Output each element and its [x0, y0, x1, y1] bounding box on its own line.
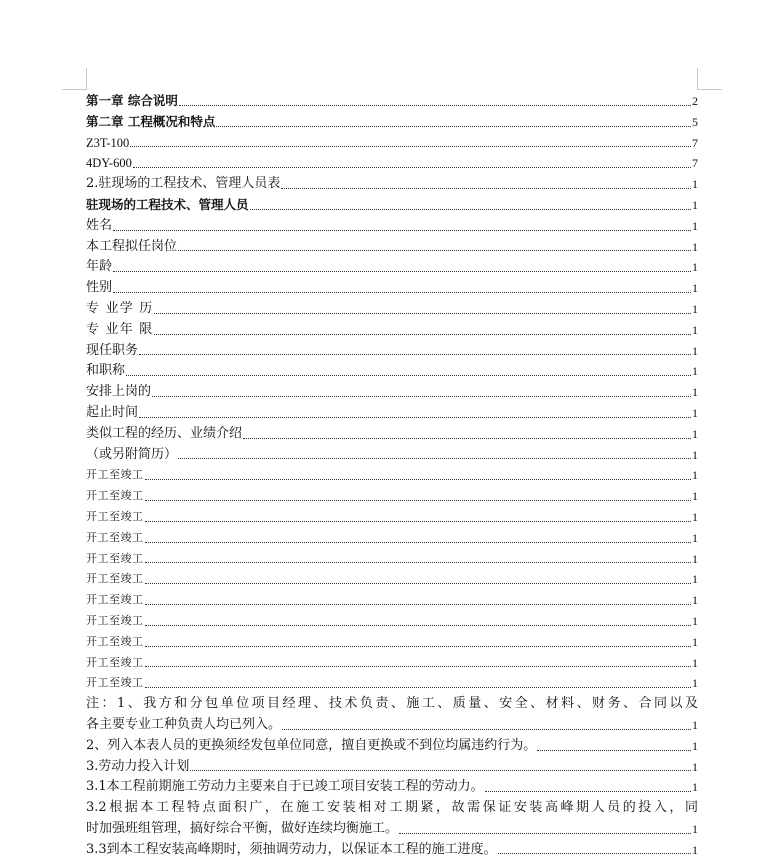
- toc-dot-leader: [145, 624, 692, 626]
- toc-entry-title: 现任职务: [86, 342, 139, 358]
- toc-entry[interactable]: [86, 549, 698, 570]
- toc-dot-leader: [399, 832, 691, 834]
- toc-dot-leader: [145, 478, 692, 480]
- toc-page-number: 1: [692, 821, 698, 836]
- toc-page-number: 1: [692, 634, 698, 649]
- toc-entry-title-line2: 时加强班组管理，搞好综合平衡，做好连续均衡施工。: [86, 820, 399, 836]
- table-of-contents: [86, 91, 698, 856]
- toc-page-number: 1: [692, 343, 698, 358]
- toc-entry-title: 3.劳动力投入计划: [86, 758, 190, 774]
- toc-page-number: 7: [692, 156, 698, 171]
- toc-dot-leader: [126, 374, 691, 376]
- toc-entry[interactable]: [86, 278, 698, 299]
- crop-mark-top-left-vertical: [86, 68, 87, 90]
- toc-page-number: 1: [692, 489, 698, 504]
- toc-entry[interactable]: [86, 569, 698, 590]
- toc-dot-leader: [133, 166, 691, 168]
- toc-page-number: 1: [692, 197, 698, 212]
- toc-page-number: 1: [692, 593, 698, 608]
- toc-entry[interactable]: [86, 216, 698, 237]
- toc-dot-leader: [145, 645, 692, 647]
- toc-entry-title: 第二章 工程概况和特点: [86, 113, 216, 129]
- toc-dot-leader: [178, 457, 691, 459]
- toc-entry-title: 开工至竣工: [86, 551, 144, 565]
- toc-page-number: 1: [692, 759, 698, 774]
- toc-entry[interactable]: [86, 632, 698, 653]
- toc-entry-title: 开工至竣工: [86, 676, 144, 690]
- toc-entry-title: 开工至竣工: [86, 509, 144, 523]
- toc-dot-leader: [243, 437, 691, 439]
- toc-page-number: 1: [692, 322, 698, 337]
- toc-entry-title: 2、列入本表人员的更换须经发包单位同意，擅自更换或不到位均属违约行为。: [86, 737, 537, 753]
- toc-entry-multiline[interactable]: [86, 694, 698, 736]
- toc-page-number: 1: [692, 177, 698, 192]
- toc-dot-leader: [113, 229, 691, 231]
- toc-dot-leader: [250, 208, 691, 210]
- toc-entry[interactable]: [86, 840, 698, 856]
- toc-entry[interactable]: [86, 341, 698, 362]
- toc-entry-title: 开工至竣工: [86, 593, 144, 607]
- toc-dot-leader: [145, 561, 692, 563]
- toc-entry[interactable]: [86, 424, 698, 445]
- toc-dot-leader: [485, 790, 691, 792]
- toc-entry-title: 起止时间: [86, 404, 139, 420]
- toc-entry-title: 开工至竣工: [86, 613, 144, 627]
- toc-entry-title: 和职称: [86, 363, 126, 379]
- toc-page-number: 1: [692, 551, 698, 566]
- toc-entry[interactable]: [86, 257, 698, 278]
- toc-entry-title: （或另附简历）: [86, 446, 178, 462]
- toc-entry-title: 开工至竣工: [86, 634, 144, 648]
- toc-dot-leader: [154, 333, 691, 335]
- toc-entry-title: 3.1本工程前期施工劳动力主要来自于已竣工项目安装工程的劳动力。: [86, 779, 484, 795]
- toc-dot-leader: [216, 125, 691, 127]
- toc-entry[interactable]: [86, 320, 698, 341]
- toc-entry[interactable]: [86, 777, 698, 798]
- toc-entry[interactable]: [86, 133, 698, 154]
- toc-entry-title-line1: 注：1、我方和分包单位项目经理、技术负责、施工、质量、安全、材料、财务、合同以及: [86, 696, 698, 712]
- toc-dot-leader: [139, 416, 691, 418]
- toc-dot-leader: [145, 499, 692, 501]
- toc-dot-leader: [145, 541, 692, 543]
- toc-page-number: 1: [692, 780, 698, 795]
- toc-entry[interactable]: [86, 299, 698, 320]
- toc-entry-title: 专 业学 历: [86, 300, 154, 316]
- toc-entry[interactable]: [86, 91, 698, 112]
- toc-page-number: 1: [692, 239, 698, 254]
- toc-dot-leader: [537, 749, 691, 751]
- toc-dot-leader: [498, 852, 691, 854]
- toc-entry[interactable]: [86, 590, 698, 611]
- toc-dot-leader: [145, 665, 692, 667]
- toc-dot-leader: [139, 353, 691, 355]
- toc-page-number: 2: [692, 94, 698, 108]
- toc-entry-title: Z3T-100: [86, 135, 130, 150]
- toc-entry-title: 类似工程的经历、业绩介绍: [86, 425, 243, 441]
- toc-page-number: 1: [692, 468, 698, 483]
- toc-entry-title: 开工至竣工: [86, 572, 144, 586]
- toc-dot-leader: [154, 312, 691, 314]
- toc-entry[interactable]: [86, 736, 698, 757]
- toc-page-number: 1: [692, 509, 698, 524]
- toc-entry[interactable]: [86, 237, 698, 258]
- toc-entry-title: 3.3到本工程安装高峰期时，须抽调劳动力，以保证本工程的施工进度。: [86, 841, 497, 856]
- toc-entry-title: 第一章 综合说明: [86, 93, 178, 108]
- toc-dot-leader: [190, 769, 691, 771]
- toc-dot-leader: [178, 249, 691, 251]
- toc-page-number: 5: [692, 114, 698, 129]
- toc-page-number: 1: [692, 405, 698, 420]
- toc-entry-title: 专 业年 限: [86, 321, 154, 337]
- toc-entry[interactable]: [86, 361, 698, 382]
- crop-mark-top-left-horizontal: [62, 89, 87, 90]
- toc-entry[interactable]: [86, 195, 698, 216]
- toc-entry-title: 年龄: [86, 259, 113, 275]
- toc-entry[interactable]: [86, 112, 698, 133]
- toc-dot-leader: [113, 270, 691, 272]
- toc-page-number: 1: [692, 426, 698, 441]
- toc-page-number: 1: [692, 717, 698, 732]
- toc-page-number: 1: [692, 260, 698, 275]
- crop-mark-top-right-vertical: [697, 68, 698, 90]
- toc-entry[interactable]: [86, 611, 698, 632]
- toc-entry-title: 驻现场的工程技术、管理人员: [86, 196, 249, 212]
- toc-entry[interactable]: [86, 174, 698, 195]
- toc-dot-leader: [113, 291, 691, 293]
- toc-entry-title: 开工至竣工: [86, 489, 144, 503]
- toc-page-number: 1: [692, 655, 698, 670]
- toc-dot-leader: [145, 603, 692, 605]
- toc-dot-leader: [145, 520, 692, 522]
- toc-entry[interactable]: [86, 528, 698, 549]
- toc-page-number: 1: [692, 613, 698, 628]
- toc-dot-leader: [179, 104, 691, 106]
- toc-dot-leader: [152, 395, 691, 397]
- toc-entry[interactable]: [86, 153, 698, 174]
- crop-mark-top-right-horizontal: [697, 89, 722, 90]
- toc-entry[interactable]: [86, 465, 698, 486]
- toc-entry-title: 开工至竣工: [86, 655, 144, 669]
- toc-entry-title: 安排上岗的: [86, 384, 152, 400]
- toc-page-number: 1: [692, 842, 698, 856]
- toc-entry[interactable]: [86, 653, 698, 674]
- toc-page-number: 1: [692, 530, 698, 545]
- toc-entry[interactable]: [86, 757, 698, 778]
- toc-entry[interactable]: [86, 673, 698, 694]
- toc-page-number: 1: [692, 364, 698, 379]
- toc-entry-title: 2.驻现场的工程技术、管理人员表: [86, 176, 281, 192]
- toc-page-number: 1: [692, 676, 698, 691]
- toc-entry[interactable]: [86, 486, 698, 507]
- toc-entry-title: 姓名: [86, 217, 113, 233]
- toc-entry-title: 开工至竣工: [86, 468, 144, 482]
- toc-page-number: 1: [692, 301, 698, 316]
- toc-page-number: 1: [692, 218, 698, 233]
- toc-entry[interactable]: [86, 445, 698, 466]
- toc-page-number: 1: [692, 572, 698, 587]
- toc-page-number: 1: [692, 385, 698, 400]
- toc-dot-leader: [130, 145, 691, 147]
- toc-dot-leader: [282, 728, 691, 730]
- toc-entry-title: 4DY-600: [86, 156, 132, 171]
- toc-entry-title: 开工至竣工: [86, 530, 144, 544]
- toc-dot-leader: [281, 187, 691, 189]
- toc-entry[interactable]: [86, 403, 698, 424]
- toc-dot-leader: [145, 686, 692, 688]
- toc-entry-multiline[interactable]: [86, 798, 698, 840]
- toc-entry-title-line2: 各主要专业工种负责人均已列入。: [86, 716, 282, 732]
- toc-page-number: 1: [692, 447, 698, 462]
- toc-page-number: 1: [692, 281, 698, 296]
- toc-entry-title-line1: 3.2根据本工程特点面积广，在施工安装相对工期紧，故需保证安装高峰期人员的投入，同: [86, 800, 698, 816]
- toc-page-number: 1: [692, 738, 698, 753]
- toc-entry-title: 性别: [86, 280, 113, 296]
- toc-entry[interactable]: [86, 507, 698, 528]
- toc-entry-title: 本工程拟任岗位: [86, 238, 178, 254]
- toc-page-number: 7: [692, 135, 698, 150]
- toc-entry[interactable]: [86, 382, 698, 403]
- toc-dot-leader: [145, 582, 692, 584]
